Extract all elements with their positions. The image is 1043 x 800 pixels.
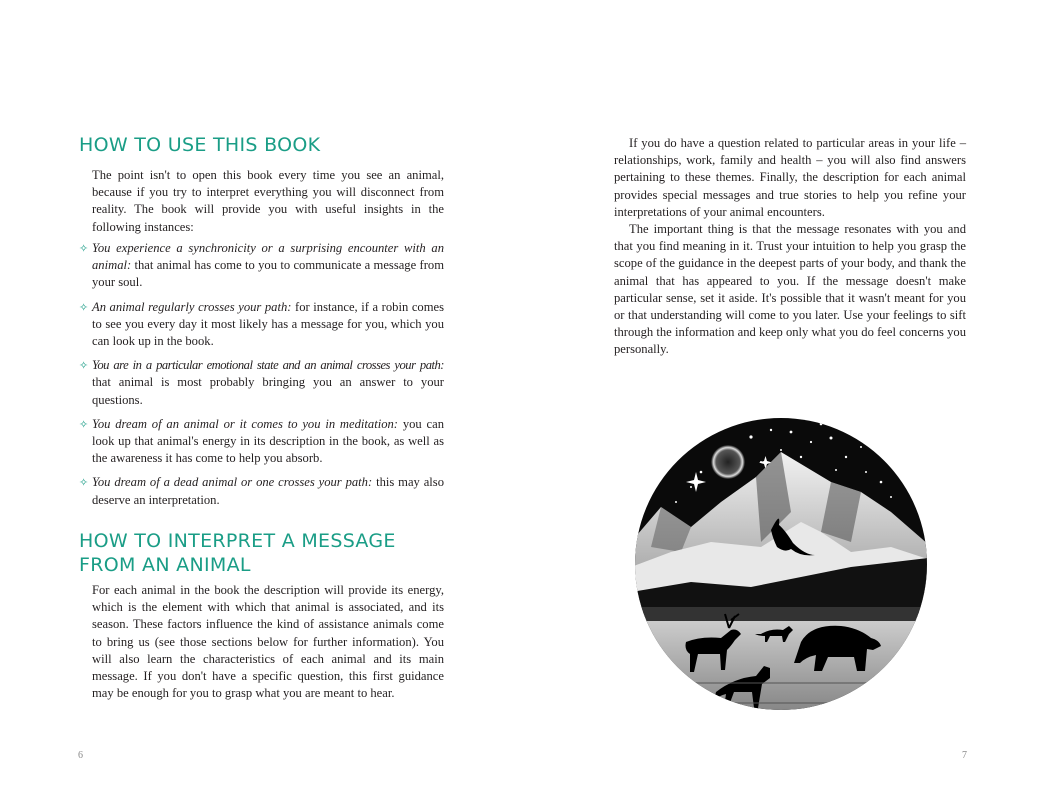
section-body: For each animal in the book the description will provide its energy, which is the element with which that animal is associated, and its season. These factors influence the kind of assistance animals come to bring us (see those sections below for further information). You will also learn the characteristics of each animal and its main message. If you don't have a specific question, this first guidance may be enough for you to grasp what you are meant to hear.: [92, 583, 444, 701]
section-title-how-to-use: HOW TO USE THIS BOOK: [79, 134, 321, 156]
list-item: [79, 474, 444, 508]
page-number-left: 6: [78, 750, 83, 761]
bullet-lead: An animal regularly crosses your path:: [92, 299, 292, 314]
right-text-block: [614, 135, 966, 359]
bullet-text: for instance, if a robin comes to see you every day it most likely has a message for you, which you can look up in the book.: [92, 299, 444, 349]
left-page: [0, 0, 521, 800]
paragraph: The important thing is that the message resonates with you and that you find meaning in it. Trust your intuition to help you grasp the scope of the guidance in the deepest parts of your body, and thank the animal that has appeared to you. If the message doesn't make particular sense, set it aside. It's possible that it wasn't meant for you or that understanding will come to you later. Use your feelings to sift through the information and keep only what you do feel concerns you personally.: [614, 222, 966, 357]
page-number-right: 7: [962, 750, 967, 761]
section-title-line-2: FROM AN ANIMAL: [79, 554, 251, 576]
section-title-line-1: HOW TO INTERPRET A MESSAGE: [79, 530, 396, 552]
bullet-lead: You are in a particular emotional state and an animal crosses your path:: [92, 358, 444, 373]
section-intro: The point isn't to open this book every time you see an animal, because if you try to interpret everything you will disconnect from reality. The book will provide you with useful insights in the following instances:: [92, 168, 444, 234]
paragraph: If you do have a question related to particular areas in your life – relationships, work, family and health – you will also find answers pertaining to these themes. Finally, the description for each animal provides special messages and true stories to help you refine your interpretations of your animal encounters.: [614, 136, 966, 219]
sparkle-bullet-icon: ✧: [79, 417, 89, 431]
bullet-text: that animal has come to you to communicate a message from your soul.: [92, 258, 444, 290]
right-page: [521, 0, 1043, 800]
sparkle-bullet-icon: ✧: [79, 359, 89, 373]
bullet-text: that animal is most probably bringing you an answer to your questions.: [92, 375, 444, 407]
animal-illustration: [631, 402, 937, 722]
section-title-interpret-message: [79, 529, 459, 577]
bullet-lead: You dream of a dead animal or one crosses your path:: [92, 475, 373, 490]
sparkle-bullet-icon: ✧: [79, 476, 89, 490]
sparkle-bullet-icon: ✧: [79, 300, 89, 314]
list-item: [79, 240, 444, 292]
list-item: [79, 357, 444, 409]
list-item: [79, 416, 444, 468]
bullet-text: this may also deserve an interpretation.: [92, 475, 444, 507]
list-item: [79, 299, 444, 351]
instances-list: [79, 240, 444, 516]
bullet-text: you can look up that animal's energy in its description in the book, as well as the awareness it has come to help you absorb.: [92, 416, 444, 466]
bullet-lead: You experience a synchronicity or a surprising encounter with an animal:: [92, 241, 444, 273]
bullet-lead: You dream of an animal or it comes to you in meditation:: [92, 416, 398, 431]
sparkle-bullet-icon: ✧: [79, 242, 89, 255]
